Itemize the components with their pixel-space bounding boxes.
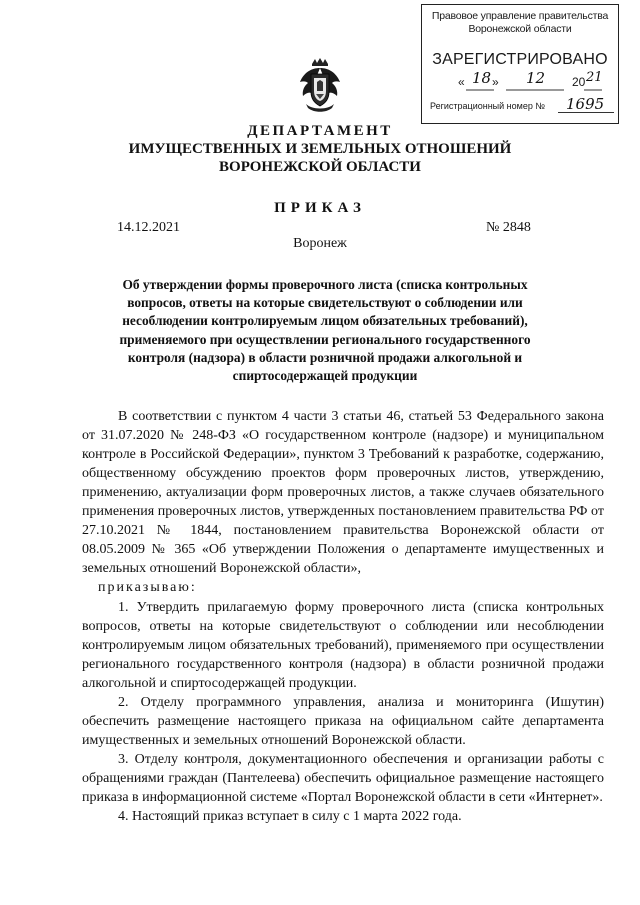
stamp-date-day: 18 — [472, 69, 492, 87]
stamp-org-line2: Воронежской области — [468, 23, 572, 35]
department-title-line3: ВОРОНЕЖСКОЙ ОБЛАСТИ — [219, 159, 421, 175]
order-item-4: 4. Настоящий приказ вступает в силу с 1 марта 2022 года. — [118, 809, 462, 824]
stamp-registered-label: ЗАРЕГИСТРИРОВАНО — [432, 51, 608, 68]
order-item-2: 2. Отделу программного управления, анализа и мониторинга (Ишутин) обеспечить размещение настоящего приказа на официальном сайте департамента имущественных и земельных отношений Воронежской области. — [82, 695, 604, 748]
stamp-org-line1: Правовое управление правительства — [431, 10, 609, 22]
department-title-line1: ДЕПАРТАМЕНТ — [247, 123, 393, 139]
order-item-1: 1. Утвердить прилагаемую форму проверочного листа (списка контрольных вопросов, ответы на которые свидетельствуют о соблюдении или несоблюдении контролируемым лицом обязательных требований), применяемого при осуществлении регионального государственного контроля (надзора) в области розничной продажи алкогольной и спиртосодержащей продукции. — [82, 600, 604, 691]
prikazyvayu-paragraph — [82, 578, 604, 597]
coat-of-arms-icon — [298, 58, 342, 114]
stamp-date-underline — [466, 88, 606, 92]
order-date: 14.12.2021 — [117, 220, 180, 235]
stamp-reg-number-row — [430, 95, 610, 113]
stamp-reg-number: 1695 — [566, 95, 605, 113]
stamp-date-year-suffix: 21 — [586, 70, 603, 85]
stamp-date-month: 12 — [526, 69, 546, 87]
department-title-line2: ИМУЩЕСТВЕННЫХ И ЗЕМЕЛЬНЫХ ОТНОШЕНИЙ — [128, 141, 512, 157]
order-number: № 2848 — [486, 220, 531, 235]
preamble-text: В соответствии с пунктом 4 части 3 статьи 46, статьей 53 Федерального закона от 31.07.2020 № 248-ФЗ «О государственном контроле (надзоре) и муниципальном контроле в Российской Федерации», пунктом 3 Требований к разработке, содержанию, общественному обсуждению проектов форм проверочных листов, утверждению, применению, актуализации форм проверочных листов, а также случаев обязательного применения проверочных листов, утвержденных постановлением правительства РФ от 27.10.2021 № 1844, постановлением правительства Воронежской области от 08.05.2009 № 365 «Об утверждении Положения о департаменте имущественных и земельных отношений Воронежской области», — [82, 409, 604, 576]
stamp-reg-number-label: Регистрационный номер № — [430, 101, 546, 111]
order-title: ПРИКАЗ — [274, 200, 366, 216]
prikazyvayu-text: приказываю: — [98, 580, 197, 595]
stamp-date — [422, 69, 618, 93]
order-item-3: 3. Отделу контроля, документационного обеспечения и организации работы с обращениями граждан (Пантелеева) обеспечить официальное размещение настоящего приказа в информационной системе «Портал Воронежской области в сети «Интернет». — [82, 752, 604, 805]
registration-stamp — [421, 4, 619, 124]
stamp-date-open-quote: « — [458, 75, 465, 89]
stamp-reg-number-underline — [558, 112, 614, 113]
preamble-paragraph — [82, 407, 604, 578]
order-city: Воронеж — [293, 236, 347, 251]
order-subject: Об утверждении формы проверочного листа (списка контрольных вопросов, ответы на которые свидетельствуют о соблюдении или несоблюдении контролируемым лицом обязательных требований), применяемого при осуществлении регионального государственного контроля (надзора) в области розничной продажи алкогольной и спиртосодержащей продукции — [119, 277, 531, 384]
stamp-date-close-quote: » — [492, 75, 499, 89]
order-items — [82, 598, 604, 826]
stamp-date-year-prefix: 20 — [572, 75, 586, 89]
